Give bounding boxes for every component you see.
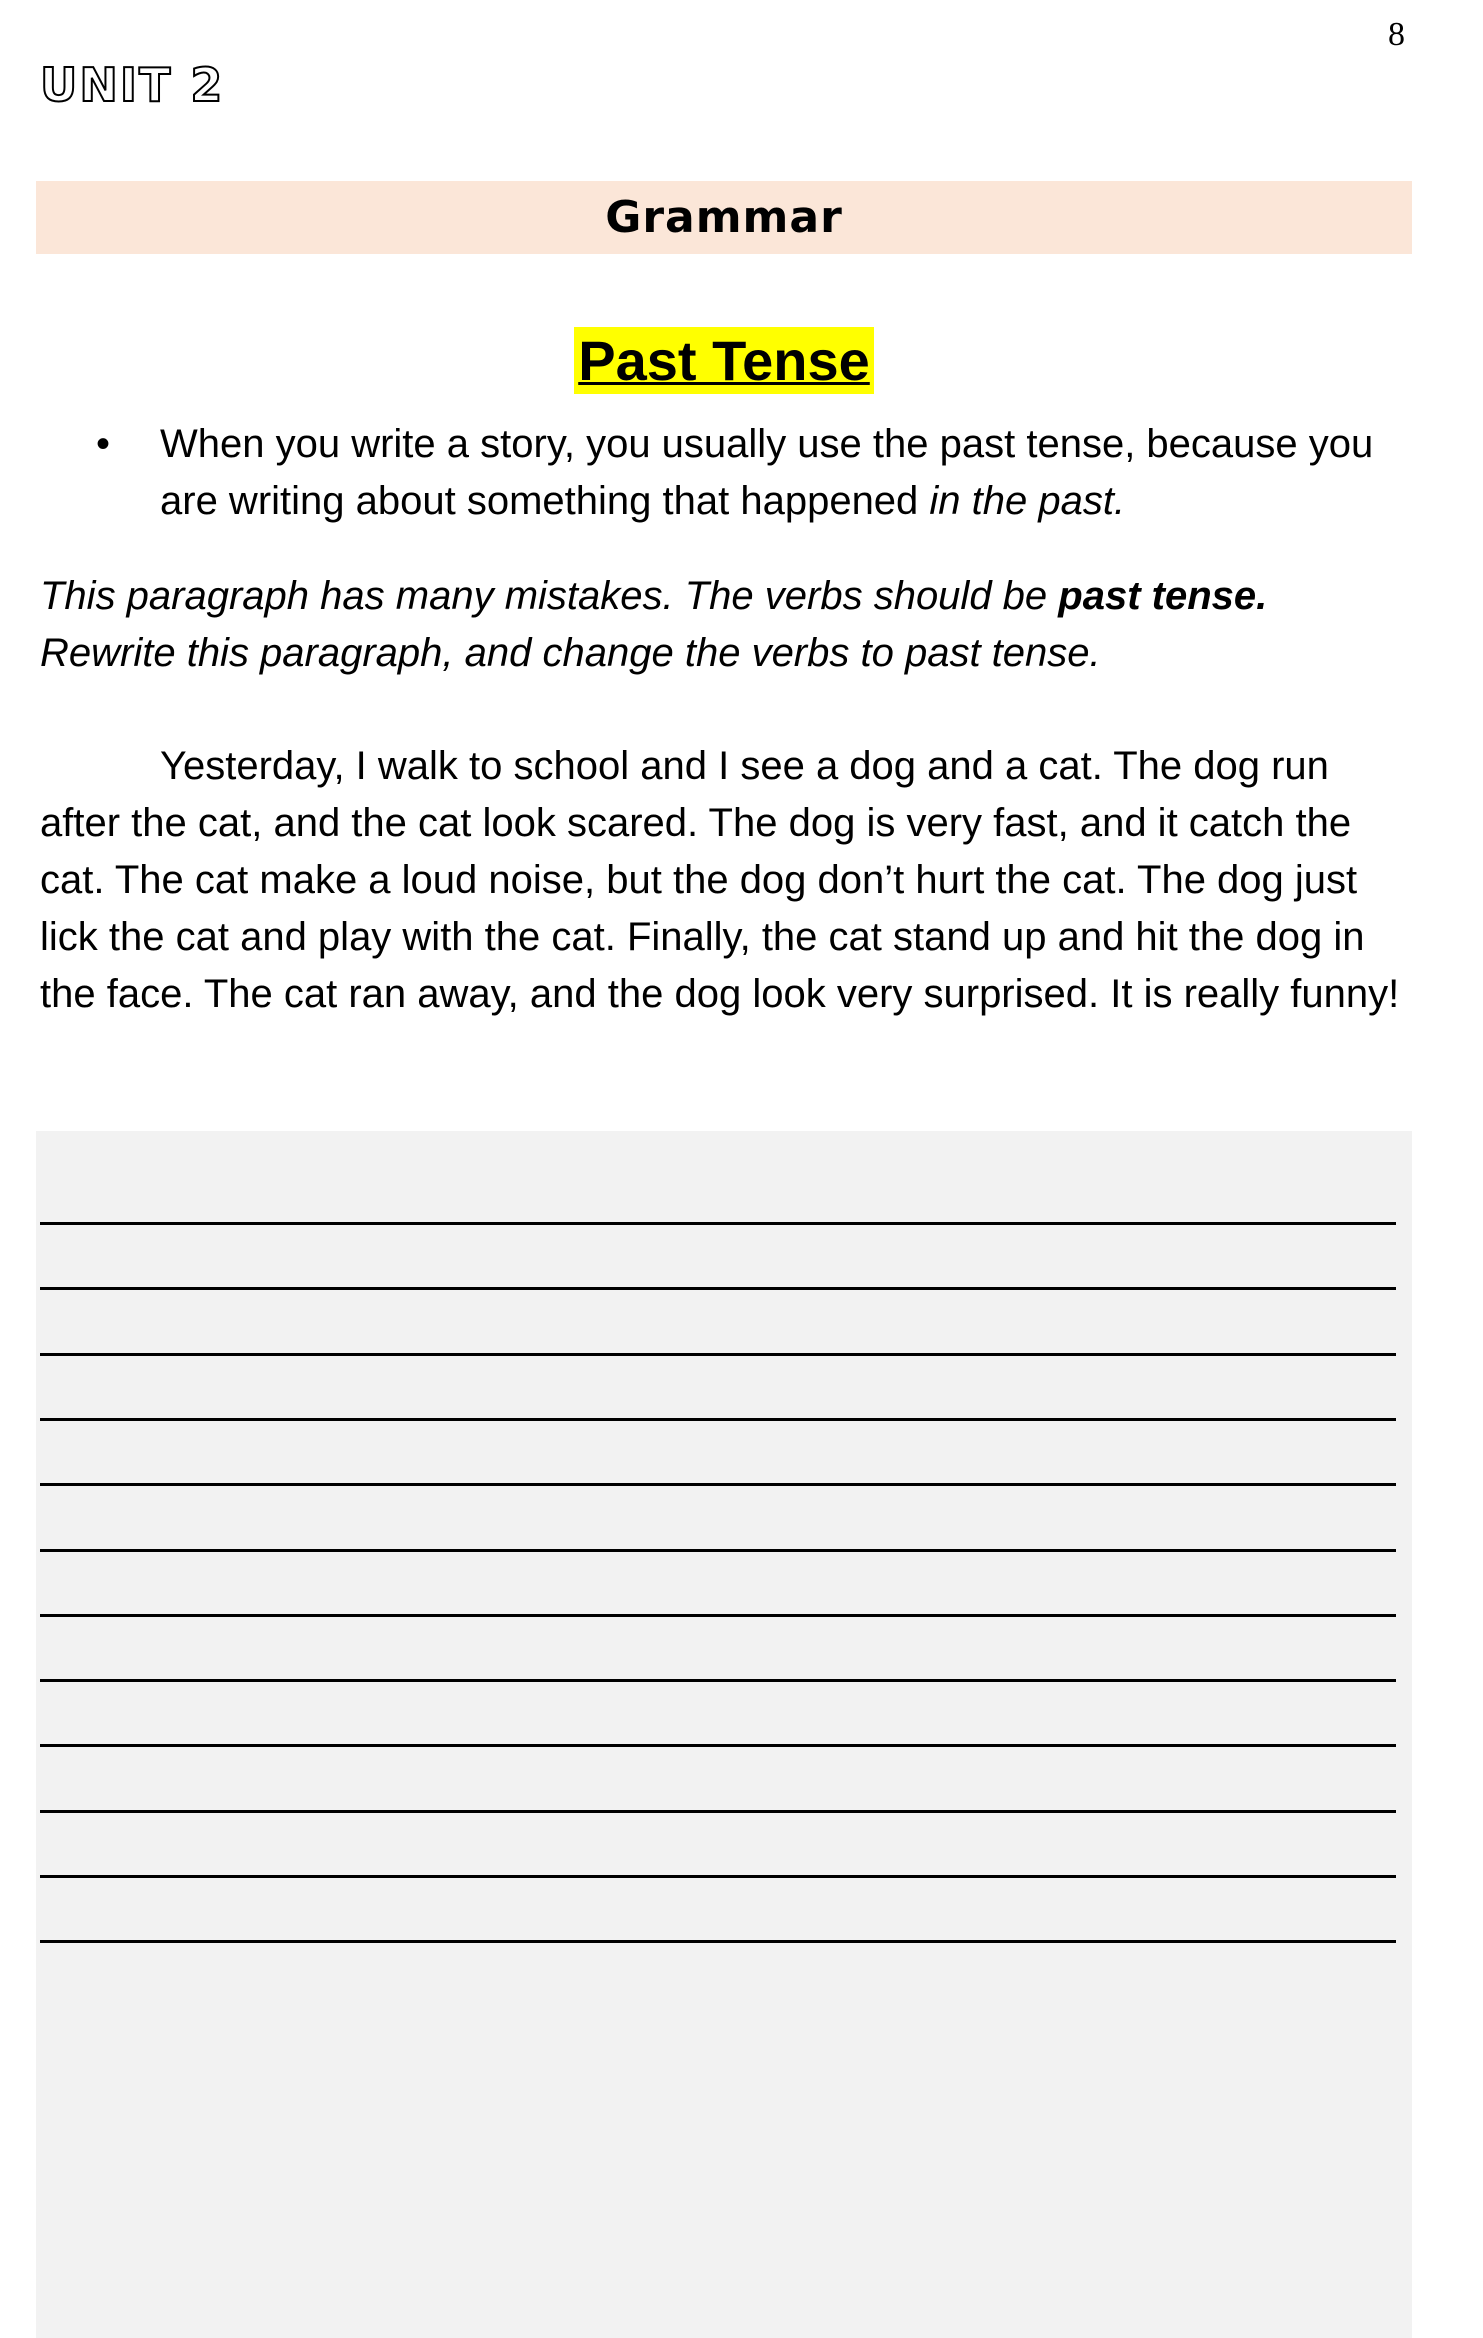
page-number: 8 bbox=[1388, 16, 1405, 53]
topic-title: Past Tense bbox=[574, 327, 874, 394]
answer-line[interactable] bbox=[40, 1222, 1396, 1225]
answer-line[interactable] bbox=[40, 1614, 1396, 1617]
instructions-bold-text: past tense. bbox=[1058, 574, 1268, 618]
instructions-line-2: Rewrite this paragraph, and change the verbs to past tense. bbox=[40, 631, 1101, 675]
unit-label: UNIT 2 bbox=[40, 58, 225, 112]
bullet-text-italic: in the past. bbox=[929, 479, 1126, 523]
instructions bbox=[40, 568, 1420, 682]
answer-line[interactable] bbox=[40, 1744, 1396, 1747]
section-banner bbox=[36, 181, 1412, 254]
bullet-text-main: When you write a story, you usually use the past tense, because you are writing about something that happened bbox=[160, 422, 1374, 523]
answer-line[interactable] bbox=[40, 1418, 1396, 1421]
answer-line[interactable] bbox=[40, 1287, 1396, 1290]
answer-line[interactable] bbox=[40, 1875, 1396, 1878]
answer-line[interactable] bbox=[40, 1940, 1396, 1943]
story-paragraph: Yesterday, I walk to school and I see a dog and a cat. The dog run after the cat, and the cat look scared. The dog is very fast, and it catch the cat. The cat make a loud noise, but the dog don’t hurt the cat. The dog just lick the cat and play with the cat. Finally, the cat stand up and hit the dog in the face. The cat ran away, and the dog look very surprised. It is really funny! bbox=[40, 744, 1400, 1016]
answer-area[interactable] bbox=[36, 1131, 1412, 2338]
answer-line[interactable] bbox=[40, 1353, 1396, 1356]
topic-title-wrapper bbox=[0, 328, 1448, 393]
instructions-line-1 bbox=[40, 568, 1420, 625]
bullet-text bbox=[160, 416, 1386, 530]
answer-line[interactable] bbox=[40, 1679, 1396, 1682]
answer-line[interactable] bbox=[40, 1483, 1396, 1486]
answer-line[interactable] bbox=[40, 1810, 1396, 1813]
bullet-point bbox=[96, 416, 1386, 530]
bullet-dot-icon: • bbox=[96, 422, 111, 466]
section-title: Grammar bbox=[605, 192, 843, 243]
instructions-line-1-text: This paragraph has many mistakes. The verbs should be bbox=[40, 574, 1059, 618]
answer-line[interactable] bbox=[40, 1549, 1396, 1552]
